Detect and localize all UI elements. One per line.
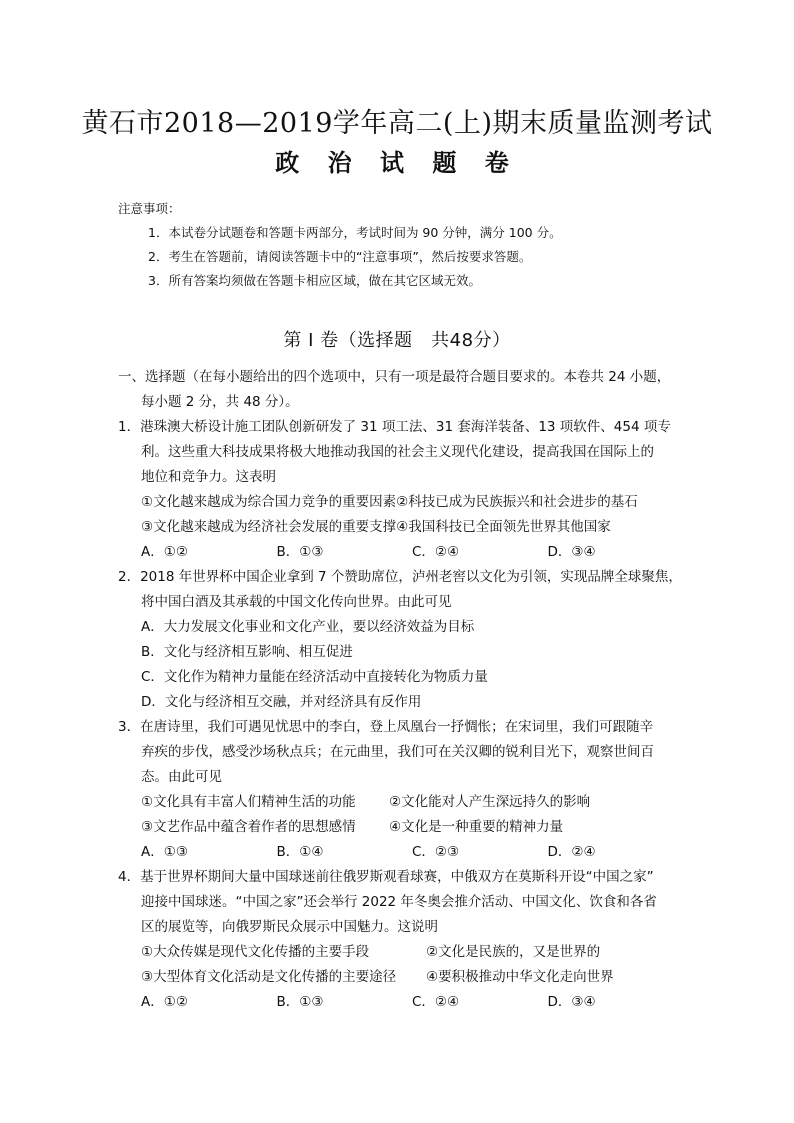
- option-d: D．②④: [547, 844, 596, 860]
- statement-2: ②文化能对人产生深远持久的影响: [389, 794, 591, 810]
- option-a: A．①②: [141, 994, 188, 1010]
- option-d: D．文化与经济相互交融，并对经济具有反作用: [141, 694, 422, 710]
- option-b: B．①③: [276, 994, 324, 1010]
- statement-4: ④文化是一种重要的精神力量: [389, 819, 564, 835]
- statement-row: [118, 815, 683, 840]
- option-a: A．①②: [141, 544, 188, 560]
- option-c: C．②③: [412, 844, 460, 860]
- answer-options: [118, 540, 683, 565]
- notes-heading: 注意事项：: [118, 201, 181, 216]
- statement-line: ③文化越来越成为经济社会发展的重要支撑④我国科技已全面领先世界其他国家: [141, 519, 611, 535]
- statement-1: ①文化具有丰富人们精神生活的功能: [141, 794, 356, 810]
- option-c: C．②④: [412, 544, 460, 560]
- option-c: C．文化作为精神力量能在经济活动中直接转化为物质力量: [141, 669, 488, 685]
- section-title: 第 I 卷（选择题 共48分）: [283, 330, 511, 351]
- statement-row: [118, 940, 683, 965]
- instructions-line: 一、选择题（在每小题给出的四个选项中，只有一项是最符合题目要求的。本卷共 24 小题，: [118, 369, 671, 385]
- statement-1: ①大众传媒是现代文化传播的主要手段: [141, 944, 370, 960]
- question-stem-line: 迎接中国球迷。“中国之家”还会举行 2022 年冬奥会推介活动、中国文化、饮食和各省: [141, 894, 657, 910]
- question-stem-line: 4．基于世界杯期间大量中国球迷前往俄罗斯观看球赛，中俄双方在莫斯科开设“中国之家”: [118, 869, 654, 885]
- answer-options: [118, 840, 683, 865]
- question-stem-line: 3．在唐诗里，我们可遇见忧思中的李白，登上凤凰台一抒惆怅；在宋词里，我们可跟随辛: [118, 719, 654, 735]
- option-c: C．②④: [412, 994, 460, 1010]
- notes-block: [118, 197, 718, 293]
- option-b: B．①③: [276, 544, 324, 560]
- question-stem-line: 将中国白酒及其承载的中国文化传向世界。由此可见: [141, 594, 452, 610]
- option-a: A．①③: [141, 844, 188, 860]
- exam-subtitle: 政 治 试 题 卷: [275, 149, 519, 177]
- statement-row: [118, 790, 683, 815]
- instructions-line: 每小题 2 分，共 48 分）。: [141, 394, 299, 410]
- statement-line: ①文化越来越成为综合国力竞争的重要因素②科技已成为民族振兴和社会进步的基石: [141, 494, 638, 510]
- option-a: A．大力发展文化事业和文化产业，要以经济效益为目标: [141, 619, 475, 635]
- statement-4: ④要积极推动中华文化走向世界: [426, 969, 614, 985]
- question-stem-line: 态。由此可见: [141, 769, 222, 785]
- option-b: B．①④: [276, 844, 324, 860]
- notes-item: 1．本试卷分试题卷和答题卡两部分，考试时间为 90 分钟，满分 100 分。: [148, 225, 562, 240]
- option-d: D．③④: [547, 544, 596, 560]
- statement-2: ②文化是民族的，又是世界的: [426, 944, 601, 960]
- question-1: [118, 415, 683, 565]
- option-b: B．文化与经济相互影响、相互促进: [141, 644, 353, 660]
- question-stem-line: 2．2018 年世界杯中国企业拿到 7 个赞助席位，泸州老窖以文化为引领，实现品牌全球聚焦，: [118, 569, 682, 585]
- statement-row: [118, 965, 683, 990]
- statement-3: ③大型体育文化活动是文化传播的主要途径: [141, 969, 397, 985]
- notes-item: 3．所有答案均须做在答题卡相应区域，做在其它区域无效。: [148, 273, 481, 288]
- question-4: [118, 865, 683, 1015]
- exam-title: 黄石市2018—2019学年高二(上)期末质量监测考试: [81, 108, 713, 139]
- statement-3: ③文艺作品中蕴含着作者的思想感情: [141, 819, 356, 835]
- question-3: [118, 715, 683, 865]
- option-d: D．③④: [547, 994, 596, 1010]
- question-stem-line: 1．港珠澳大桥设计施工团队创新研发了 31 项工法、31 套海洋装备、13 项软件、454 项专: [118, 419, 671, 435]
- question-2: [118, 565, 683, 715]
- questions-body: [118, 365, 683, 1015]
- question-stem-line: 利。这些重大科技成果将极大地推动我国的社会主义现代化建设，提高我国在国际上的: [141, 444, 654, 460]
- question-stem-line: 区的展览等，向俄罗斯民众展示中国魅力。这说明: [141, 919, 438, 935]
- question-stem-line: 弃疾的步伐，感受沙场秋点兵；在元曲里，我们可在关汉卿的锐利目光下，观察世间百: [141, 744, 654, 760]
- notes-item: 2．考生在答题前，请阅读答题卡中的“注意事项”，然后按要求答题。: [148, 249, 532, 264]
- answer-options: [118, 990, 683, 1015]
- question-stem-line: 地位和竞争力。这表明: [141, 469, 276, 485]
